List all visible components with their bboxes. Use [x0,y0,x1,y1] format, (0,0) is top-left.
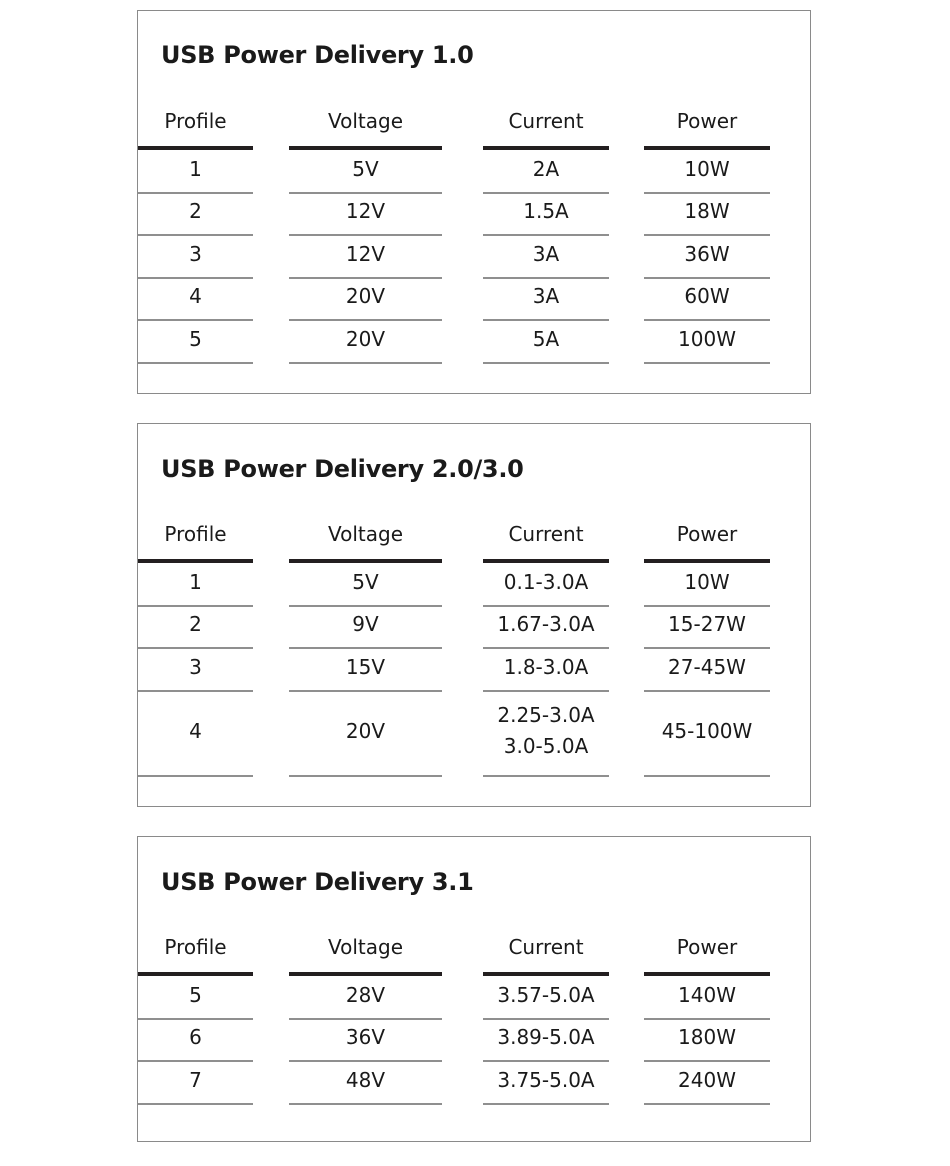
column-header-profile: Profile [164,935,227,959]
cell-profile: 1 [189,156,202,181]
cell-profile: 2 [189,612,202,637]
cell-power: 36W [684,241,730,266]
cell-power: 10W [684,569,730,594]
row-rule [644,277,770,279]
header-rule [138,972,253,976]
row-rule [138,277,253,279]
cell-profile: 3 [189,654,202,679]
row-rule [138,1060,253,1062]
cell-current [483,567,609,598]
column-header-profile: Profile [164,109,227,133]
row-rule [483,690,609,692]
column-header-voltage: Voltage [327,935,404,959]
row-rule [289,192,442,194]
cell-power: 180W [678,1025,736,1050]
cell-power: 27-45W [668,654,746,679]
column-header-power: Power [676,109,738,133]
cell-voltage: 20V [345,326,386,351]
row-rule [138,647,253,649]
header-rule [644,146,770,150]
cell-current-line: 3A [532,241,560,266]
cell-power: 140W [678,982,736,1007]
row-rule [483,1018,609,1020]
row-rule [289,234,442,236]
cell-current [483,980,609,1011]
cell-current [483,1065,609,1096]
cell-voltage: 20V [345,718,386,743]
cell-power: 45-100W [661,718,753,743]
cell-voltage: 28V [345,982,386,1007]
row-rule [289,319,442,321]
row-rule [138,234,253,236]
power-table-card [137,836,811,1142]
row-rule [483,192,609,194]
row-rule [138,319,253,321]
row-rule [644,775,770,777]
row-rule [289,277,442,279]
cell-current-line: 3.0-5.0A [503,734,589,758]
cell-power: 18W [684,199,730,224]
header-rule [138,559,253,563]
row-rule [644,1018,770,1020]
row-rule [289,362,442,364]
cell-profile: 5 [189,326,202,351]
cell-current [483,700,609,762]
cell-current [483,154,609,185]
cell-power: 60W [684,284,730,309]
cell-voltage: 20V [345,284,386,309]
row-rule [644,1103,770,1105]
cell-power: 100W [678,326,736,351]
row-rule [289,775,442,777]
row-rule [644,362,770,364]
cell-current-line: 1.67-3.0A [497,612,595,637]
row-rule [483,319,609,321]
row-rule [483,362,609,364]
cell-voltage: 12V [345,241,386,266]
row-rule [644,647,770,649]
row-rule [289,1060,442,1062]
row-rule [138,605,253,607]
column-header-voltage: Voltage [327,109,404,133]
cell-current [483,652,609,683]
cell-voltage: 5V [352,569,379,594]
cell-current-line: 3.75-5.0A [497,1067,595,1092]
cell-current-line: 3A [532,284,560,309]
row-rule [483,234,609,236]
header-rule [644,559,770,563]
cell-profile: 7 [189,1067,202,1092]
row-rule [644,192,770,194]
cell-current-line: 3.89-5.0A [497,1025,595,1050]
cell-profile: 6 [189,1025,202,1050]
cell-current [483,196,609,227]
row-rule [644,690,770,692]
cell-current-line: 0.1-3.0A [503,569,589,594]
cell-voltage: 15V [345,654,386,679]
cell-current-line: 1.8-3.0A [503,654,589,679]
header-rule [483,972,609,976]
row-rule [138,690,253,692]
row-rule [644,605,770,607]
row-rule [289,1103,442,1105]
cell-voltage: 12V [345,199,386,224]
cell-profile: 4 [189,718,202,743]
table-title: USB Power Delivery 3.1 [161,868,474,896]
cell-current [483,609,609,640]
cell-current [483,324,609,355]
cell-voltage: 9V [352,612,379,637]
cell-current [483,1022,609,1053]
column-header-current: Current [508,935,584,959]
cell-current-line: 2.25-3.0A [497,703,595,727]
header-rule [289,559,442,563]
row-rule [138,1018,253,1020]
column-header-power: Power [676,935,738,959]
cell-profile: 1 [189,569,202,594]
header-rule [289,972,442,976]
row-rule [289,690,442,692]
row-rule [483,277,609,279]
header-rule [483,559,609,563]
row-rule [483,775,609,777]
cell-profile: 2 [189,199,202,224]
cell-power: 10W [684,156,730,181]
header-rule [483,146,609,150]
cell-profile: 5 [189,982,202,1007]
cell-voltage: 5V [352,156,379,181]
column-header-voltage: Voltage [327,522,404,546]
cell-current-line: 2A [532,156,560,181]
cell-profile: 3 [189,241,202,266]
row-rule [138,192,253,194]
power-table-card [137,10,811,394]
cell-power: 15-27W [668,612,746,637]
header-rule [289,146,442,150]
row-rule [138,362,253,364]
row-rule [483,1103,609,1105]
cell-current [483,281,609,312]
column-header-current: Current [508,522,584,546]
table-title: USB Power Delivery 2.0/3.0 [161,455,524,483]
column-header-current: Current [508,109,584,133]
cell-current-line: 5A [532,326,560,351]
column-header-power: Power [676,522,738,546]
header-rule [138,146,253,150]
row-rule [138,775,253,777]
cell-current-line: 3.57-5.0A [497,982,595,1007]
row-rule [138,1103,253,1105]
row-rule [289,647,442,649]
row-rule [289,605,442,607]
cell-voltage: 36V [345,1025,386,1050]
row-rule [483,1060,609,1062]
row-rule [289,1018,442,1020]
header-rule [644,972,770,976]
cell-current-line: 1.5A [523,199,569,224]
row-rule [644,1060,770,1062]
cell-current [483,239,609,270]
row-rule [483,605,609,607]
cell-voltage: 48V [345,1067,386,1092]
cell-profile: 4 [189,284,202,309]
row-rule [644,319,770,321]
row-rule [644,234,770,236]
row-rule [483,647,609,649]
table-title: USB Power Delivery 1.0 [161,41,474,69]
cell-power: 240W [678,1067,736,1092]
power-table-card [137,423,811,807]
column-header-profile: Profile [164,522,227,546]
